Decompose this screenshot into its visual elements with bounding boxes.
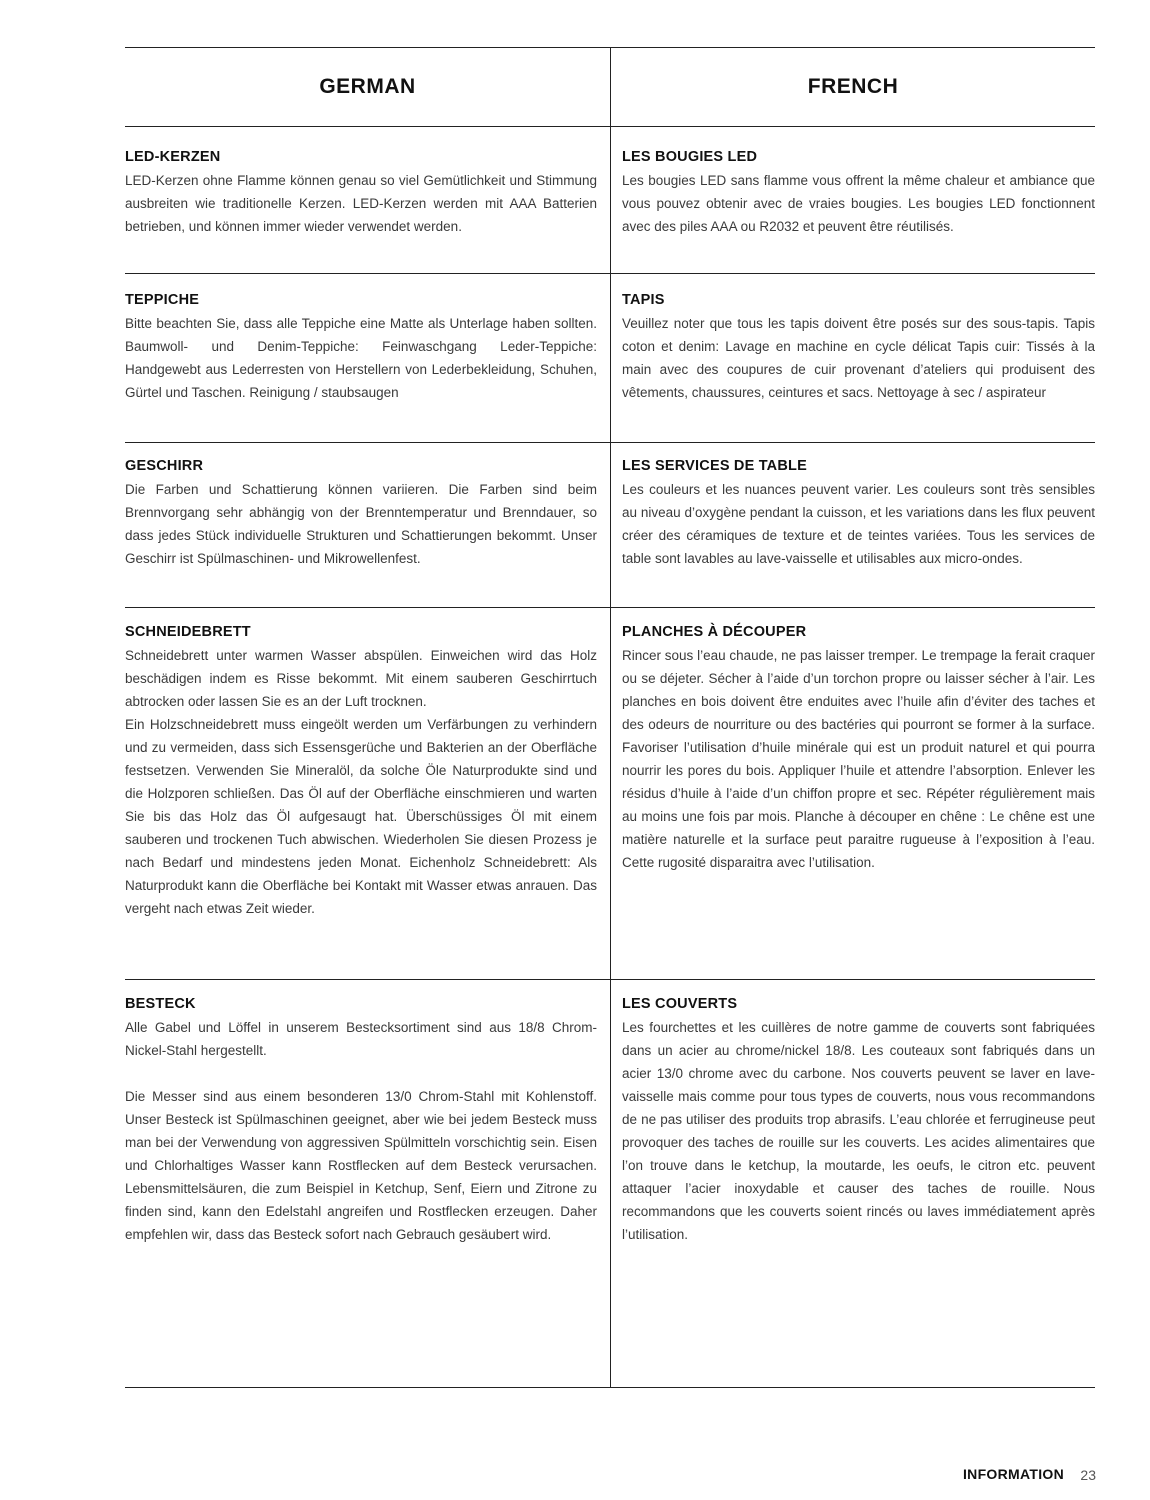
section-body: Alle Gabel und Löffel in unserem Bestecksortiment sind aus 18/8 Chrom-Nickel-Stahl hergestellt. Die Messer sind aus einem besonderen 13/0 Chrom-Stahl mit Kohlenstoff. Unser Besteck ist Spülmaschinen geeignet, aber wie bei jedem Besteck muss man bei der Verwendung von aggressiven Spülmitteln vorschichtig sein. Eisen und Chlorhaltiges Wasser kann Rostflecken auf dem Besteck verursachen. Lebensmittelsäuren, die zum Beispiel in Ketchup, Senf, Eiern und Zitrone zu finden sind, kann den Edelstahl angreifen und Rostflecken erzeugen. Daher empfehlen wir, dass das Besteck sofort nach Gebrauch gesäubert wird. (125, 1020, 597, 1242)
section-body: Rincer sous l’eau chaude, ne pas laisser tremper. Le trempage la ferait craquer ou se déjeter. Sécher à l’aide d’un torchon propre ou laisser sécher à l’air. Les planches en bois doivent être enduites avec l’huile afin d’éviter des taches et des odeurs de nourriture ou des bactéries qui pourront se former à la surface. Favoriser l’utilisation d’huile minérale qui est un produit naturel et qui pourra nourrir les pores du bois. Appliquer l’huile et attendre l’absorption. Enlever les résidus d’huile à l’aide d’un chiffon propre et sec. Répéter régulièrement mais au moins une fois par mois. Planche à découper en chêne : Le chêne est une matière naturelle et la surface peut paraitre rugueuse à l’exposition à l’eau. Cette rugosité disparaitra avec l’utilisation. (622, 648, 1095, 870)
footer-section-label: INFORMATION (962, 1466, 1064, 1482)
cell-german-teppiche (125, 289, 597, 404)
section-body: Bitte beachten Sie, dass alle Teppiche eine Matte als Unterlage haben sollten. Baumwoll- und Denim-Teppiche: Feinwaschgang Leder-Teppiche: Handgewebt aus Lederresten von Herstellern von Lederbekleidung, Schuhen, Gürtel und Taschen. Reinigung / staubsaugen (125, 316, 597, 400)
cell-french-tapis (622, 289, 1095, 404)
section-title: LES COUVERTS (622, 996, 738, 1012)
page-number: 23 (1080, 1467, 1096, 1483)
cell-german-schneidebrett (125, 621, 597, 920)
section-title: PLANCHES À DÉCOUPER (622, 624, 807, 640)
section-body: LED-Kerzen ohne Flamme können genau so viel Gemütlichkeit und Stimmung ausbreiten wie traditionelle Kerzen. LED-Kerzen werden mit AAA Batterien betrieben, und können immer wieder verwendet werden. (125, 173, 597, 234)
section-title: TAPIS (622, 292, 665, 308)
section-title: BESTECK (125, 996, 196, 1012)
section-body: Les fourchettes et les cuillères de notre gamme de couverts sont fabriquées dans un acier au chrome/nickel 18/8. Les couteaux sont fabriqués dans un acier 13/0 chrome avec du carbone. Nos couverts peuvent se laver en lave-vaisselle mais comme pour tous types de couverts, nous vous recommandons de ne pas utiliser des produits trop abrasifs. L’eau chlorée et ferrugineuse peut provoquer des taches de rouille sur les couverts. Les acides alimentaires que l’on trouve dans le ketchup, la moutarde, les oeufs, le citron etc. peuvent attaquer l’acier inoxydable et causer des taches de rouille. Nous recommandons que les couverts soient rincés ou laves immédiatement après l’utilisation. (622, 1020, 1095, 1242)
cell-french-couverts (622, 993, 1095, 1246)
section-title: SCHNEIDEBRETT (125, 624, 251, 640)
section-body: Veuillez noter que tous les tapis doivent être posés sur des sous-tapis. Tapis coton et denim: Lavage en machine en cycle délicat Tapis cuir: Tissés à la main avec des coupures de cuir provenant d’ateliers qui produisent des vêtements, chaussures, ceintures et sacs. Nettoyage à sec / aspirateur (622, 316, 1095, 400)
section-title: LES BOUGIES LED (622, 149, 758, 165)
section-body: Les couleurs et les nuances peuvent varier. Les couleurs sont très sensibles au niveau d’oxygène pendant la cuisson, et les variations dans les flux peuvent créer des céramiques de texture et de teintes variées. Tous les services de table sont lavables au lave-vaisselle et utilisables aux micro-ondes. (622, 482, 1095, 566)
section-title: LES SERVICES DE TABLE (622, 458, 807, 474)
cell-french-services-de-table (622, 455, 1095, 570)
cell-german-besteck (125, 993, 597, 1246)
section-body: Les bougies LED sans flamme vous offrent la même chaleur et ambiance que vous pouvez obtenir avec de vraies bougies. Les bougies LED fonctionnent avec des piles AAA ou R2032 et peuvent être réutilisés. (622, 173, 1095, 234)
section-body: Schneidebrett unter warmen Wasser abspülen. Einweichen wird das Holz beschädigen indem es Risse bekommt. Mit einem sauberen Geschirrtuch abtrocken oder lassen Sie es an der Luft trocknen. Ein Holzschneidebrett muss eingeölt werden um Verfärbungen zu verhindern und zu vermeiden, dass sich Essensgerüche und Bakterien an der Oberfläche festsetzen. Verwenden Sie Mineralöl, da solche Öle Naturprodukte sind und die Holzporen schließen. Das Öl auf der Oberfläche einschmieren und warten Sie bis das Holz das Öl aufgesaugt hat. Überschüssiges Öl mit einem sauberen und trockenen Tuch abwischen. Wiederholen Sie diesen Prozess je nach Bedarf und mindestens jeden Monat. Eichenholz Schneidebrett: Als Naturprodukt kann die Oberfläche bei Kontakt mit Wasser etwas anrauen. Das vergeht nach etwas Zeit wieder. (125, 648, 597, 916)
section-title: TEPPICHE (125, 292, 200, 308)
section-title: GESCHIRR (125, 458, 204, 474)
cell-german-geschirr (125, 455, 597, 570)
section-body: Die Farben und Schattierung können variieren. Die Farben sind beim Brennvorgang sehr abhängig von der Brenntemperatur und Brenndauer, so dass jedes Stück individuelle Strukturen und Schattierungen bekommt. Unser Geschirr ist Spülmaschinen- und Mikrowellenfest. (125, 482, 597, 566)
column-header-french: FRENCH (807, 75, 899, 98)
cell-french-led (622, 146, 1095, 238)
cell-french-planches (622, 621, 1095, 874)
column-header-german: GERMAN (319, 75, 416, 98)
cell-german-led (125, 146, 597, 238)
column-divider (610, 47, 611, 1388)
section-title: LED-KERZEN (125, 149, 221, 165)
